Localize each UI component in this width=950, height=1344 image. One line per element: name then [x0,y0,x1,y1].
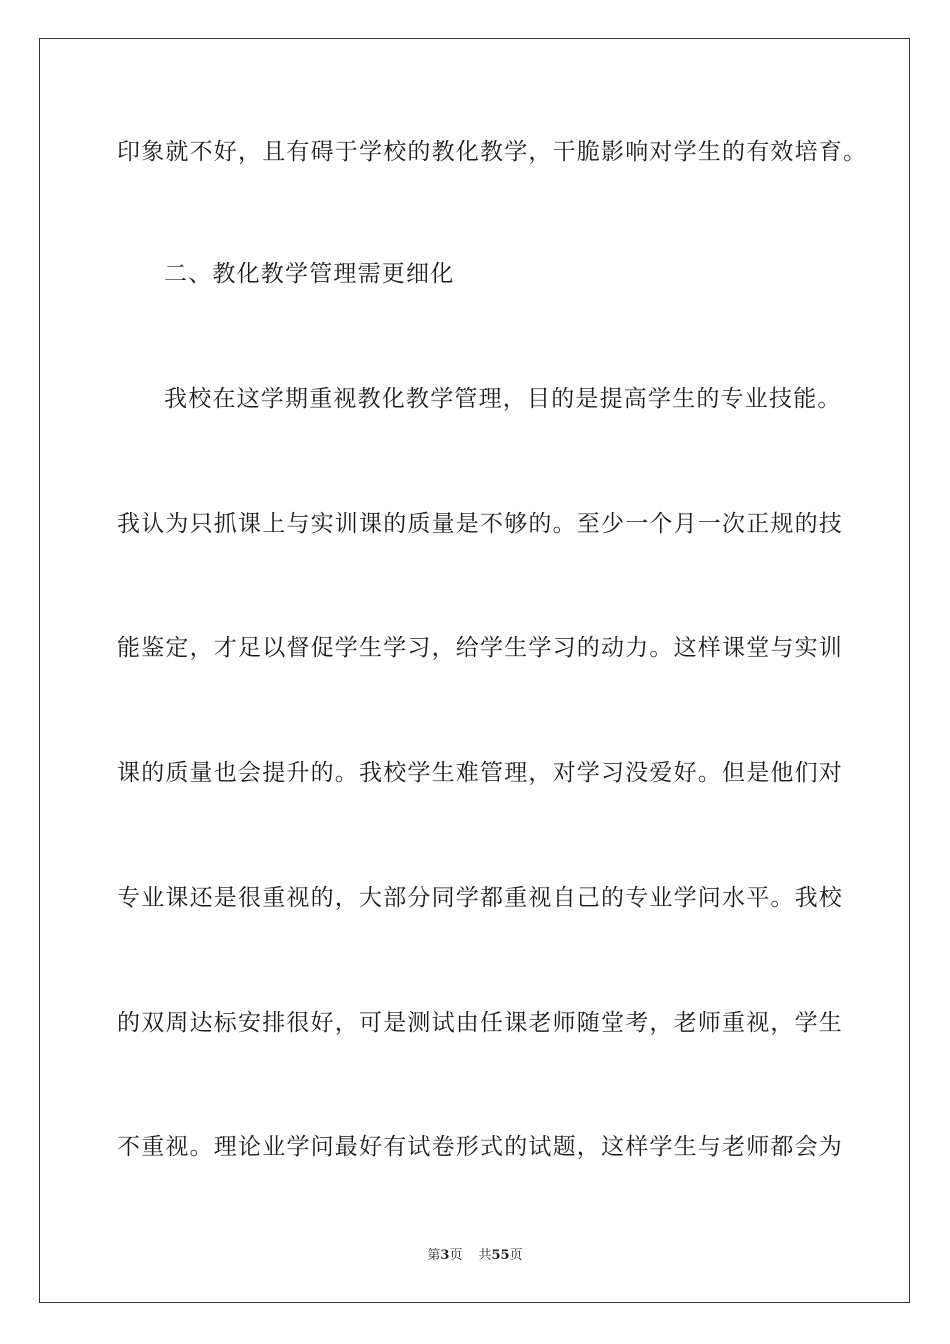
total-pages: 55 [491,1248,510,1263]
body-line-2: 我校在这学期重视教化教学管理，目的是提高学生的专业技能。 [164,386,842,412]
total-prefix: 共 [478,1248,492,1263]
body-line-5: 课的质量也会提升的。我校学生难管理，对学习没爱好。但是他们对 [117,760,843,786]
page-footer [0,1247,950,1265]
body-line-3: 我认为只抓课上与实训课的质量是不够的。至少一个月一次正规的技 [117,511,843,537]
body-line-4: 能鉴定，才足以督促学生学习，给学生学习的动力。这样课堂与实训 [117,635,843,661]
section-heading: 二、教化教学管理需更细化 [164,261,455,287]
total-suffix: 页 [509,1248,523,1263]
body-line-6: 专业课还是很重视的，大部分同学都重视自己的专业学问水平。我校 [117,885,843,911]
page-prefix: 第 [427,1248,441,1263]
body-line-1: 印象就不好，且有碍于学校的教化教学，干脆影响对学生的有效培育。 [117,139,868,165]
page-border [39,38,910,1303]
page-suffix: 页 [449,1248,463,1263]
body-line-7: 的双周达标安排很好，可是测试由任课老师随堂考，老师重视，学生 [117,1010,843,1036]
page-number: 3 [440,1248,450,1263]
body-line-8: 不重视。理论业学问最好有试卷形式的试题，这样学生与老师都会为 [117,1134,843,1160]
